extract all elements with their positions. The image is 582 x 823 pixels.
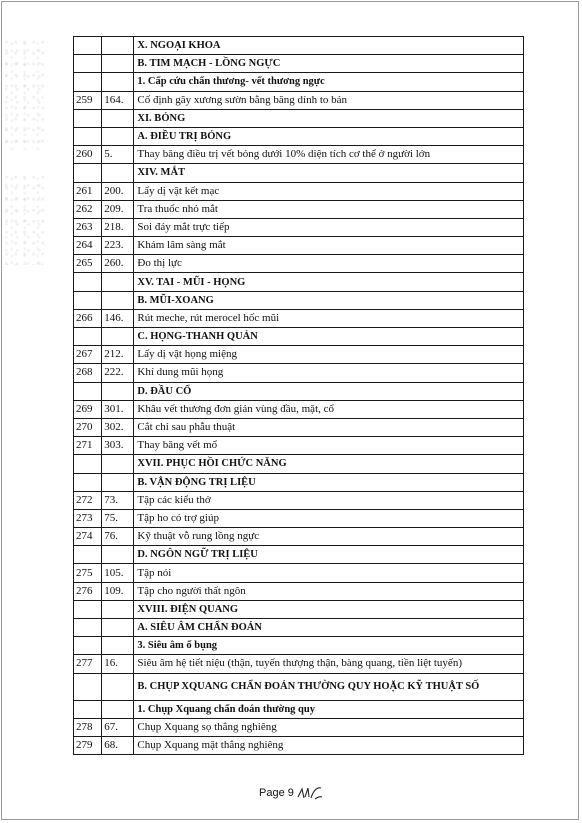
row-number-cell: 260 xyxy=(74,146,102,164)
section-title-cell: D. ĐẦU CỔ xyxy=(134,382,524,400)
section-title-cell: D. NGÔN NGỮ TRỊ LIỆU xyxy=(134,546,524,564)
section-heading-row xyxy=(74,73,524,91)
procedure-code-cell xyxy=(102,109,134,127)
procedure-row xyxy=(74,237,524,255)
row-number-cell xyxy=(74,637,102,655)
procedure-row xyxy=(74,736,524,754)
row-number-cell: 276 xyxy=(74,582,102,600)
section-heading-row xyxy=(74,291,524,309)
procedure-name-cell: Lấy dị vật họng miệng xyxy=(134,346,524,364)
procedure-code-cell xyxy=(102,700,134,718)
section-heading-row xyxy=(74,382,524,400)
procedure-code-cell: 218. xyxy=(102,218,134,236)
page-number: Page 9 xyxy=(259,786,294,799)
procedure-table xyxy=(73,36,524,755)
procedure-row xyxy=(74,437,524,455)
row-number-cell xyxy=(74,619,102,637)
section-heading-row xyxy=(74,619,524,637)
row-number-cell: 264 xyxy=(74,237,102,255)
procedure-code-cell: 212. xyxy=(102,346,134,364)
row-number-cell: 275 xyxy=(74,564,102,582)
row-number-cell: 268 xyxy=(74,364,102,382)
section-title-cell: 1. Cấp cứu chấn thương- vết thương ngực xyxy=(134,73,524,91)
procedure-name-cell: Chụp Xquang mặt thẳng nghiêng xyxy=(134,736,524,754)
procedure-code-cell: 222. xyxy=(102,364,134,382)
procedure-row xyxy=(74,582,524,600)
section-title-cell: XV. TAI - MŨI - HỌNG xyxy=(134,273,524,291)
row-number-cell xyxy=(74,37,102,55)
section-heading-row xyxy=(74,637,524,655)
section-title-cell: B. VẬN ĐỘNG TRỊ LIỆU xyxy=(134,473,524,491)
procedure-row xyxy=(74,218,524,236)
section-title-cell: XI. BỎNG xyxy=(134,109,524,127)
row-number-cell: 279 xyxy=(74,736,102,754)
procedure-code-cell: 5. xyxy=(102,146,134,164)
section-heading-row xyxy=(74,55,524,73)
procedure-code-cell: 146. xyxy=(102,309,134,327)
section-heading-row xyxy=(74,455,524,473)
procedure-name-cell: Cố định gãy xương sườn bằng băng dính to bản xyxy=(134,91,524,109)
procedure-name-cell: Cắt chỉ sau phẫu thuật xyxy=(134,418,524,436)
procedure-code-cell xyxy=(102,546,134,564)
section-title-cell: A. SIÊU ÂM CHẨN ĐOÁN xyxy=(134,619,524,637)
procedure-row xyxy=(74,255,524,273)
procedure-row xyxy=(74,400,524,418)
section-title-cell: 3. Siêu âm ổ bụng xyxy=(134,637,524,655)
section-heading-row xyxy=(74,37,524,55)
section-title-cell: 1. Chụp Xquang chẩn đoán thường quy xyxy=(134,700,524,718)
procedure-code-cell xyxy=(102,455,134,473)
procedure-name-cell: Khám lâm sàng mắt xyxy=(134,237,524,255)
procedure-code-cell: 200. xyxy=(102,182,134,200)
row-number-cell xyxy=(74,291,102,309)
procedure-code-cell: 164. xyxy=(102,91,134,109)
procedure-row xyxy=(74,364,524,382)
scan-artifact xyxy=(4,40,44,150)
procedure-name-cell: Tập ho có trợ giúp xyxy=(134,509,524,527)
section-heading-row xyxy=(74,127,524,145)
procedure-code-cell: 16. xyxy=(102,655,134,673)
procedure-code-cell: 75. xyxy=(102,509,134,527)
procedure-row xyxy=(74,182,524,200)
procedure-name-cell: Thay băng điều trị vết bỏng dưới 10% diện tích cơ thể ở người lớn xyxy=(134,146,524,164)
procedure-code-cell: 76. xyxy=(102,528,134,546)
row-number-cell: 261 xyxy=(74,182,102,200)
row-number-cell xyxy=(74,473,102,491)
section-title-cell: B. MŨI-XOANG xyxy=(134,291,524,309)
procedure-row xyxy=(74,346,524,364)
procedure-row xyxy=(74,509,524,527)
section-heading-row xyxy=(74,546,524,564)
section-heading-row xyxy=(74,109,524,127)
procedure-code-cell: 223. xyxy=(102,237,134,255)
row-number-cell xyxy=(74,127,102,145)
procedure-row xyxy=(74,528,524,546)
row-number-cell: 270 xyxy=(74,418,102,436)
procedure-code-cell xyxy=(102,73,134,91)
procedure-code-cell xyxy=(102,637,134,655)
row-number-cell: 272 xyxy=(74,491,102,509)
procedure-code-cell xyxy=(102,55,134,73)
section-heading-row xyxy=(74,473,524,491)
row-number-cell: 262 xyxy=(74,200,102,218)
procedure-row xyxy=(74,418,524,436)
procedure-code-cell xyxy=(102,164,134,182)
row-number-cell xyxy=(74,109,102,127)
row-number-cell xyxy=(74,328,102,346)
page-footer xyxy=(0,785,582,801)
procedure-row xyxy=(74,200,524,218)
row-number-cell xyxy=(74,164,102,182)
section-title-cell: B. CHỤP XQUANG CHẨN ĐOÁN THƯỜNG QUY HOẶC KỸ THUẬT SỐ xyxy=(134,673,524,700)
procedure-code-cell xyxy=(102,382,134,400)
procedure-code-cell xyxy=(102,291,134,309)
procedure-code-cell: 303. xyxy=(102,437,134,455)
section-heading-row xyxy=(74,328,524,346)
row-number-cell: 274 xyxy=(74,528,102,546)
procedure-code-cell xyxy=(102,273,134,291)
procedure-code-cell xyxy=(102,328,134,346)
row-number-cell: 266 xyxy=(74,309,102,327)
procedure-name-cell: Kỹ thuật vỗ rung lồng ngực xyxy=(134,528,524,546)
section-heading-row xyxy=(74,164,524,182)
procedure-code-cell: 73. xyxy=(102,491,134,509)
procedure-name-cell: Tập nói xyxy=(134,564,524,582)
procedure-row xyxy=(74,718,524,736)
section-title-cell: XVIII. ĐIỆN QUANG xyxy=(134,600,524,618)
section-heading-row xyxy=(74,600,524,618)
row-number-cell: 278 xyxy=(74,718,102,736)
row-number-cell: 259 xyxy=(74,91,102,109)
procedure-code-cell: 260. xyxy=(102,255,134,273)
row-number-cell xyxy=(74,546,102,564)
procedure-code-cell xyxy=(102,619,134,637)
row-number-cell: 267 xyxy=(74,346,102,364)
row-number-cell xyxy=(74,700,102,718)
procedure-table-body xyxy=(74,37,524,755)
row-number-cell xyxy=(74,455,102,473)
section-title-cell: XVII. PHỤC HỒI CHỨC NĂNG xyxy=(134,455,524,473)
section-title-cell: C. HỌNG-THANH QUẢN xyxy=(134,328,524,346)
procedure-name-cell: Đo thị lực xyxy=(134,255,524,273)
procedure-row xyxy=(74,309,524,327)
procedure-code-cell: 209. xyxy=(102,200,134,218)
row-number-cell xyxy=(74,382,102,400)
procedure-code-cell xyxy=(102,673,134,700)
procedure-code-cell: 67. xyxy=(102,718,134,736)
row-number-cell: 273 xyxy=(74,509,102,527)
procedure-name-cell: Rút meche, rút merocel hốc mũi xyxy=(134,309,524,327)
section-title-cell: B. TIM MẠCH - LỒNG NGỰC xyxy=(134,55,524,73)
procedure-name-cell: Chụp Xquang sọ thẳng nghiêng xyxy=(134,718,524,736)
initials-signature-icon xyxy=(297,785,323,801)
section-title-cell: X. NGOẠI KHOA xyxy=(134,37,524,55)
procedure-row xyxy=(74,655,524,673)
procedure-code-cell xyxy=(102,473,134,491)
procedure-name-cell: Tra thuốc nhỏ mắt xyxy=(134,200,524,218)
procedure-name-cell: Thay băng vết mổ xyxy=(134,437,524,455)
procedure-code-cell xyxy=(102,37,134,55)
scan-artifact xyxy=(4,175,44,265)
procedure-code-cell xyxy=(102,600,134,618)
procedure-name-cell: Khí dung mũi họng xyxy=(134,364,524,382)
procedure-row xyxy=(74,491,524,509)
row-number-cell: 277 xyxy=(74,655,102,673)
procedure-code-cell: 68. xyxy=(102,736,134,754)
procedure-name-cell: Lấy dị vật kết mạc xyxy=(134,182,524,200)
section-heading-row xyxy=(74,700,524,718)
procedure-name-cell: Tập các kiểu thở xyxy=(134,491,524,509)
procedure-code-cell xyxy=(102,127,134,145)
row-number-cell xyxy=(74,600,102,618)
section-heading-row xyxy=(74,273,524,291)
procedure-row xyxy=(74,91,524,109)
procedure-code-cell: 301. xyxy=(102,400,134,418)
procedure-code-cell: 109. xyxy=(102,582,134,600)
procedure-name-cell: Soi đáy mắt trực tiếp xyxy=(134,218,524,236)
procedure-name-cell: Khâu vết thương đơn giản vùng đầu, mặt, cổ xyxy=(134,400,524,418)
row-number-cell: 271 xyxy=(74,437,102,455)
procedure-name-cell: Tập cho người thất ngôn xyxy=(134,582,524,600)
section-heading-row xyxy=(74,673,524,700)
section-title-cell: XIV. MẮT xyxy=(134,164,524,182)
row-number-cell xyxy=(74,673,102,700)
row-number-cell xyxy=(74,273,102,291)
row-number-cell: 269 xyxy=(74,400,102,418)
section-title-cell: A. ĐIỀU TRỊ BỎNG xyxy=(134,127,524,145)
procedure-row xyxy=(74,146,524,164)
procedure-name-cell: Siêu âm hệ tiết niệu (thận, tuyến thượng thận, bàng quang, tiền liệt tuyến) xyxy=(134,655,524,673)
row-number-cell: 263 xyxy=(74,218,102,236)
procedure-code-cell: 302. xyxy=(102,418,134,436)
procedure-row xyxy=(74,564,524,582)
procedure-code-cell: 105. xyxy=(102,564,134,582)
row-number-cell xyxy=(74,55,102,73)
row-number-cell xyxy=(74,73,102,91)
row-number-cell: 265 xyxy=(74,255,102,273)
